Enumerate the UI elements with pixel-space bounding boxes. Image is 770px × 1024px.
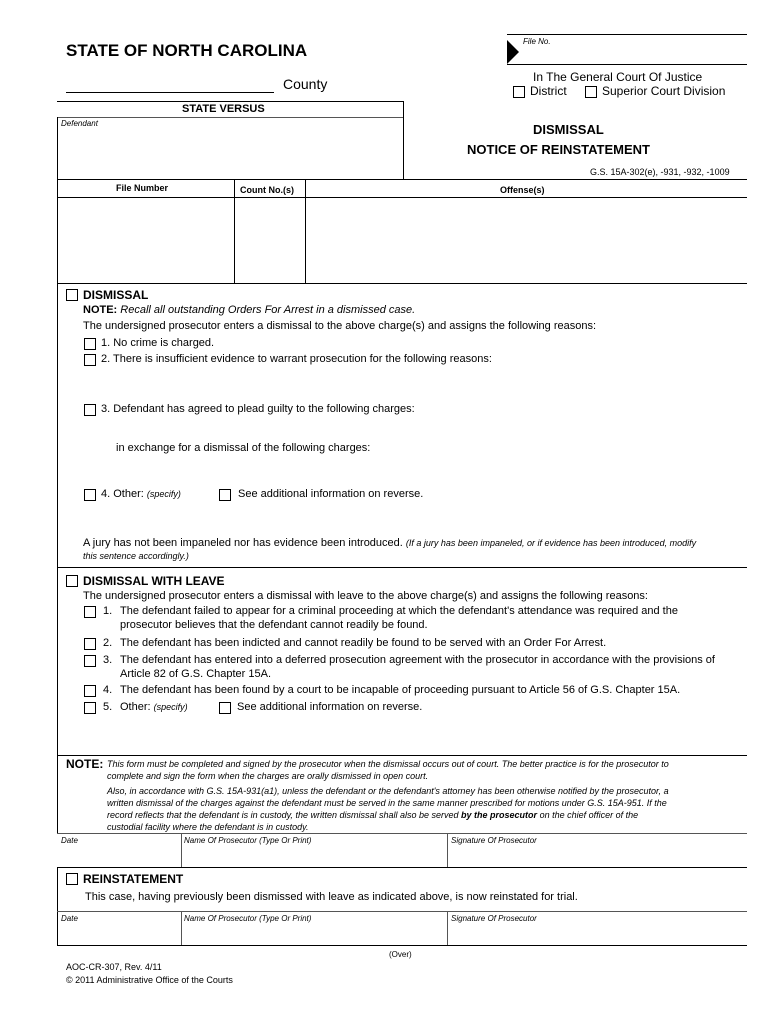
dismissal-note-text: Recall all outstanding Orders For Arrest in a dismissed case. xyxy=(120,304,416,316)
sig2-signature-field[interactable] xyxy=(448,924,746,944)
sig2-date-field[interactable] xyxy=(58,924,180,944)
file-no-arrow-icon xyxy=(507,40,519,64)
reinstatement-checkbox[interactable] xyxy=(66,873,78,885)
note-p2-c xyxy=(107,810,638,820)
sig1-name-label: Name Of Prosecutor (Type Or Print) xyxy=(184,836,312,845)
sig2-signature-label: Signature Of Prosecutor xyxy=(451,914,537,923)
leave-r5-other: Other: xyxy=(120,701,151,713)
leave-checkbox[interactable] xyxy=(66,575,78,587)
leave-top-line xyxy=(57,567,747,568)
col-offenses: Offense(s) xyxy=(500,185,545,195)
reinstatement-text: This case, having previously been dismissed with leave as indicated above, is now reinstated for trial. xyxy=(85,891,578,903)
leave-r4-num: 4. xyxy=(103,684,113,696)
reason4-specify: (specify) xyxy=(146,489,181,499)
dismissal-heading: DISMISSAL xyxy=(83,288,149,302)
note-top-line xyxy=(57,755,747,756)
reinstatement-heading: REINSTATEMENT xyxy=(83,872,184,886)
sig1-signature-field[interactable] xyxy=(448,846,746,866)
file-no-top-line xyxy=(507,34,747,35)
note-p2-b: written dismissal of the charges against the defendant must be served in the same manner prescribed for motions under G.S. 15A-951. If the xyxy=(107,798,667,808)
district-checkbox[interactable] xyxy=(513,86,525,98)
sig1-date-label: Date xyxy=(61,836,78,845)
leave-r2-num: 2. xyxy=(103,637,113,649)
section-left-border xyxy=(57,283,58,833)
sig1-bottom-line xyxy=(57,867,747,868)
leave-r3-checkbox[interactable] xyxy=(84,655,96,667)
jury-statement: A jury has not been impaneled nor has evidence been introduced. xyxy=(83,537,403,549)
reason3-checkbox[interactable] xyxy=(84,404,96,416)
col-count-no: Count No.(s) xyxy=(240,185,294,195)
leave-r5-reverse-checkbox[interactable] xyxy=(219,702,231,714)
reason3-label: 3. Defendant has agreed to plead guilty to the following charges: xyxy=(101,403,415,415)
sig2-bottom-line xyxy=(57,945,747,946)
dismissal-intro: The undersigned prosecutor enters a dismissal to the above charge(s) and assigns the following reasons: xyxy=(83,320,597,332)
note-p2-a: Also, in accordance with G.S. 15A-931(a1), unless the defendant or the defendant's attorney has been otherwise notified by the prosecutor, a xyxy=(107,786,669,796)
county-label: County xyxy=(283,76,328,92)
defendant-label: Defendant xyxy=(61,119,98,128)
file-no-bottom-line xyxy=(507,64,747,65)
sig2-name-field[interactable] xyxy=(182,924,446,944)
reason4-other: 4. Other: xyxy=(101,488,144,500)
reason2-checkbox[interactable] xyxy=(84,354,96,366)
col-file-number: File Number xyxy=(116,183,169,193)
leave-r4-text: The defendant has been found by a court to be incapable of proceeding pursuant to Article 56 of G.S. Chapter 15A. xyxy=(120,684,681,696)
reason4-checkbox[interactable] xyxy=(84,489,96,501)
reason1-checkbox[interactable] xyxy=(84,338,96,350)
note-label: NOTE: xyxy=(66,757,104,771)
form-id: AOC-CR-307, Rev. 4/11 xyxy=(66,962,162,972)
reason4-label xyxy=(101,488,181,500)
sig1-top-line xyxy=(57,833,747,834)
leave-r5-num: 5. xyxy=(103,701,113,713)
leave-r3-text-b: Article 82 of G.S. Chapter 15A. xyxy=(120,668,272,680)
dismissal-note xyxy=(83,304,415,316)
exchange-label: in exchange for a dismissal of the following charges: xyxy=(116,442,371,454)
leave-r3-text-a: The defendant has entered into a deferred prosecution agreement with the prosecutor in accordance with the provisions of xyxy=(120,654,715,666)
note-p1-b: complete and sign the form when the charges are orally dismissed in open court. xyxy=(107,771,429,781)
leave-r1-num: 1. xyxy=(103,605,113,617)
table-cell-count-no[interactable] xyxy=(235,198,305,283)
form-title-dismissal: DISMISSAL xyxy=(533,122,604,137)
leave-r1-text-b: prosecutor believes that the defendant cannot readily be found. xyxy=(120,619,428,631)
superior-label: Superior Court Division xyxy=(602,84,726,98)
form-title-reinstatement: NOTICE OF REINSTATEMENT xyxy=(467,142,650,157)
jury-note-2: this sentence accordingly.) xyxy=(83,551,189,561)
note-p2-c-pre: record reflects that the defendant is in custody, the written dismissal shall also be served xyxy=(107,810,459,820)
state-versus: STATE VERSUS xyxy=(182,103,265,115)
over-label: (Over) xyxy=(389,950,412,959)
reason2-label: 2. There is insufficient evidence to warrant prosecution for the following reasons: xyxy=(101,353,492,365)
state-versus-top-line xyxy=(57,101,403,102)
reason4-reverse-checkbox[interactable] xyxy=(219,489,231,501)
table-top-line xyxy=(57,179,747,180)
defendant-top-line xyxy=(57,117,403,118)
header-divider xyxy=(403,101,404,179)
leave-r5-see-additional: See additional information on reverse. xyxy=(237,701,423,713)
leave-r2-text: The defendant has been indicted and cannot readily be found to be served with an Order For Arrest. xyxy=(120,637,607,649)
leave-r1-text-a: The defendant failed to appear for a criminal proceeding at which the defendant's attendance was required and the xyxy=(120,605,678,617)
leave-r5-checkbox[interactable] xyxy=(84,702,96,714)
table-cell-offenses[interactable] xyxy=(306,198,747,283)
table-cell-file-number[interactable] xyxy=(58,198,234,283)
note-p2-d: custodial facility where the defendant is in custody. xyxy=(107,822,309,832)
sig1-date-field[interactable] xyxy=(58,846,180,866)
sig2-name-label: Name Of Prosecutor (Type Or Print) xyxy=(184,914,312,923)
table-bottom-line xyxy=(57,283,747,284)
leave-r5-specify: (specify) xyxy=(153,702,188,712)
note-p1-a: This form must be completed and signed by the prosecutor when the dismissal occurs out of court. The better practice is for the prosecutor to xyxy=(107,759,669,769)
note-p2-c-post: on the chief officer of the xyxy=(539,810,639,820)
copyright: © 2011 Administrative Office of the Courts xyxy=(66,975,233,985)
file-no-label: File No. xyxy=(523,37,551,46)
note-p2-c-bold: by the prosecutor xyxy=(461,810,538,820)
reason1-label: 1. No crime is charged. xyxy=(101,337,215,349)
dismissal-note-label: NOTE: xyxy=(83,304,118,316)
leave-r1-checkbox[interactable] xyxy=(84,606,96,618)
jury-note-1: (If a jury has been impaneled, or if evidence has been introduced, modify xyxy=(405,538,697,548)
leave-r2-checkbox[interactable] xyxy=(84,638,96,650)
sig2-top-line xyxy=(57,911,747,912)
statute-reference: G.S. 15A-302(e), -931, -932, -1009 xyxy=(590,167,730,177)
leave-heading: DISMISSAL WITH LEAVE xyxy=(83,574,225,588)
dismissal-checkbox[interactable] xyxy=(66,289,78,301)
jury-text xyxy=(83,537,748,549)
leave-r5-label xyxy=(120,701,188,713)
reason4-see-additional: See additional information on reverse. xyxy=(238,488,424,500)
leave-intro: The undersigned prosecutor enters a dismissal with leave to the above charge(s) and assigns the following reasons: xyxy=(83,590,648,602)
sig2-date-label: Date xyxy=(61,914,78,923)
court-title: In The General Court Of Justice xyxy=(533,70,703,84)
sig1-name-field[interactable] xyxy=(182,846,446,866)
leave-r3-num: 3. xyxy=(103,654,113,666)
district-label: District xyxy=(530,84,567,98)
leave-r4-checkbox[interactable] xyxy=(84,685,96,697)
sig1-signature-label: Signature Of Prosecutor xyxy=(451,836,537,845)
superior-checkbox[interactable] xyxy=(585,86,597,98)
state-title: STATE OF NORTH CAROLINA xyxy=(66,41,308,60)
county-line xyxy=(66,92,274,93)
